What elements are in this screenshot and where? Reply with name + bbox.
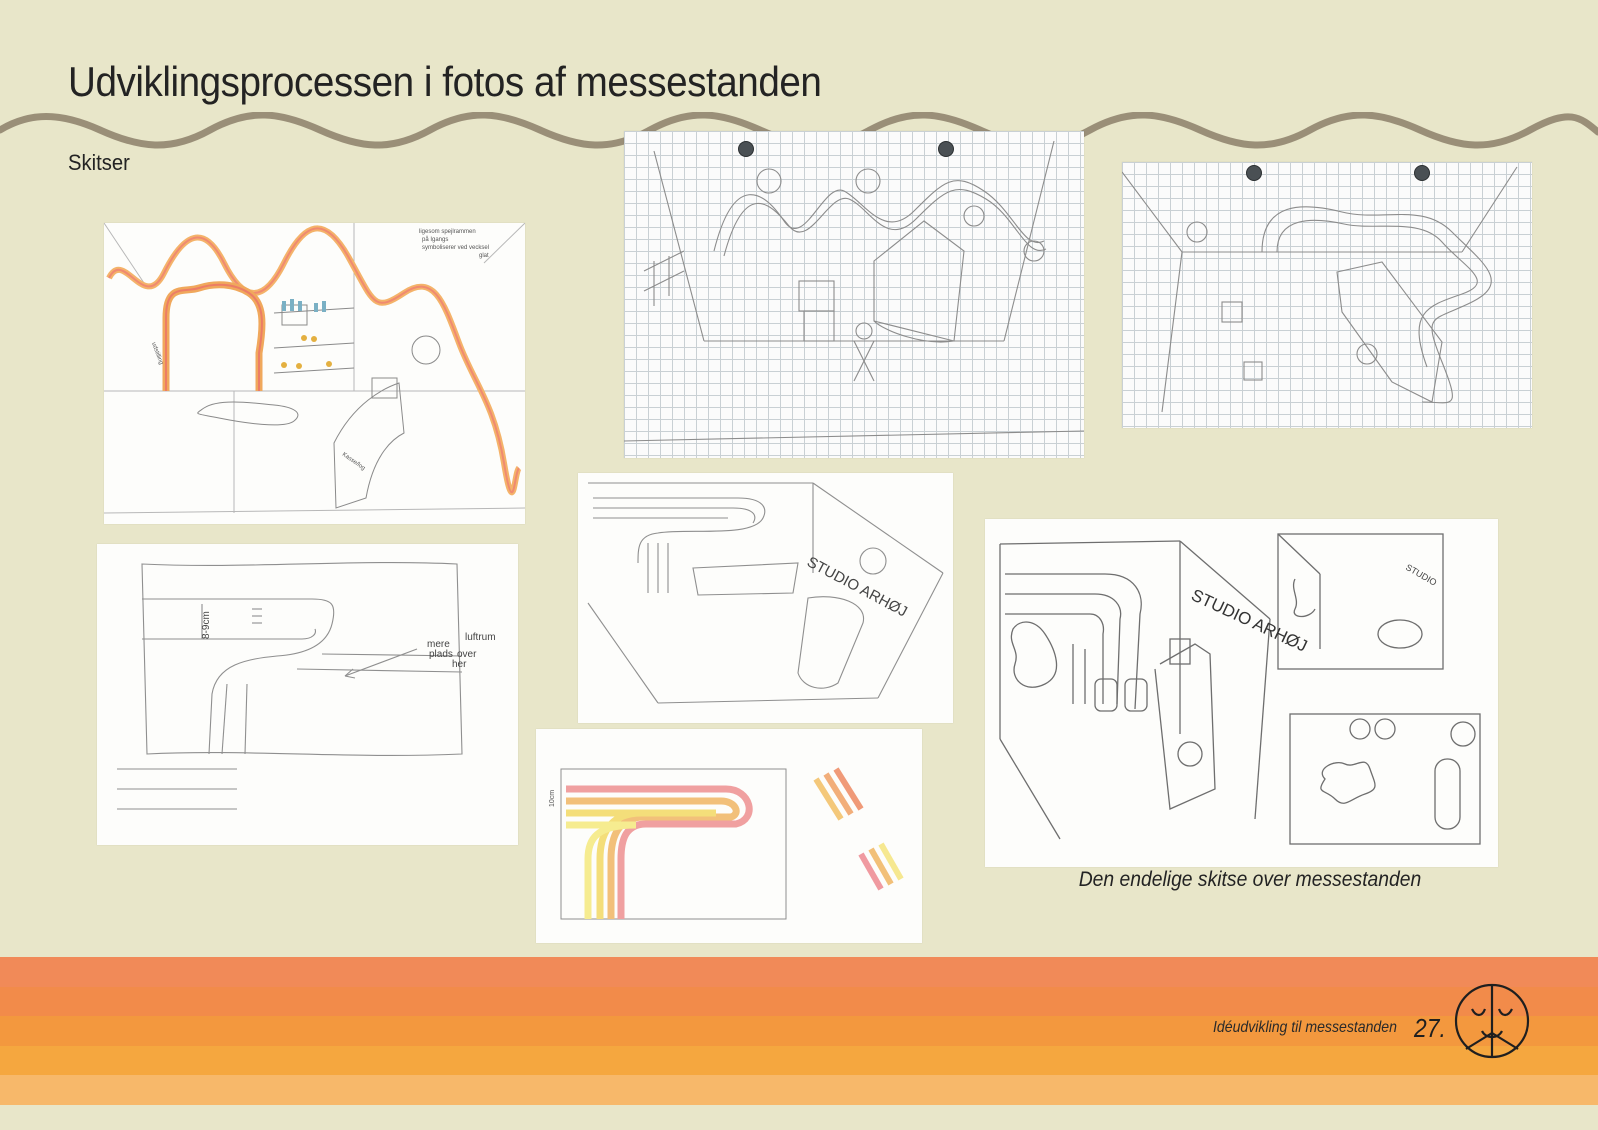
sketch-note: over — [457, 649, 477, 660]
footer-chapter-title: Idéudvikling til messestanden — [1213, 1019, 1397, 1036]
footer-stripe — [0, 957, 1598, 987]
sketch-note: ligesom spejlrammen — [419, 229, 476, 235]
sketch-studio-wall — [578, 473, 953, 723]
sketch-note: symboliserer ved vecksel — [422, 245, 490, 251]
sketch-note: luftrum — [465, 632, 496, 643]
final-sketch-caption: Den endelige skitse over messestanden — [1078, 868, 1422, 891]
sketch-note: glat — [479, 253, 489, 259]
sketch-grid-booth-2 — [1122, 162, 1532, 428]
page-number: 27. — [1414, 1013, 1446, 1043]
sketch-colored-booth — [104, 223, 525, 524]
sketch-final-booth — [985, 519, 1498, 867]
dimension-label: 8-9cm — [201, 611, 212, 639]
sketch-color-stripes — [536, 729, 922, 943]
sketch-label: udstilling — [150, 341, 164, 366]
sketch-note: mere — [427, 639, 450, 650]
footer-stripe — [0, 1046, 1598, 1076]
sketch-note: plads — [429, 649, 453, 660]
sketch-grid-booth-1 — [624, 131, 1084, 458]
sketch-top-view-route — [97, 544, 518, 845]
smiley-peace-logo-icon — [1452, 981, 1532, 1061]
section-label: Skitser — [68, 150, 130, 175]
footer-stripe — [0, 1075, 1598, 1105]
wall-text: STUDIO ARHØJ — [804, 553, 910, 621]
page-title: Udviklingsprocessen i fotos af messestanden — [68, 58, 822, 105]
wall-text: STUDIO ARHØJ — [1188, 585, 1311, 656]
footer-stripe — [0, 987, 1598, 1017]
sketch-note: på Igangs — [422, 237, 449, 243]
dimension-label: 10cm — [549, 789, 556, 807]
wall-text: STUDIO — [1404, 562, 1439, 588]
sketch-label: Kasse/log — [340, 451, 366, 472]
sketch-note: her — [452, 659, 467, 670]
